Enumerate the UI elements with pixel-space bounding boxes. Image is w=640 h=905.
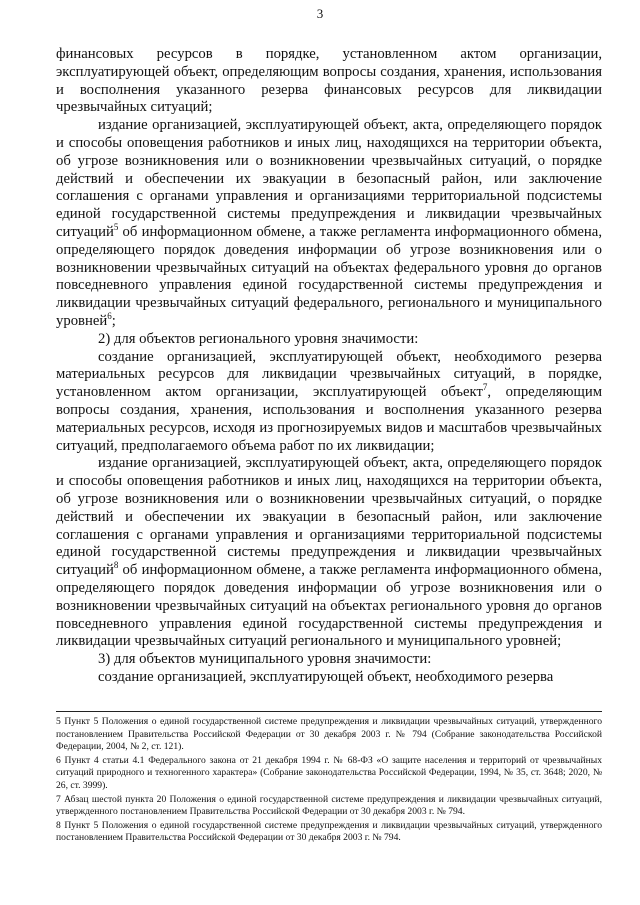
paragraph-text: создание организацией, эксплуатирующей объект, необходимого резерва материальных ресурсов для ликвидации чрезвычайных ситуаций, в порядке, установленном актом организации, эксплуатирующей объект: [56, 348, 602, 401]
paragraph: [56, 669, 602, 687]
paragraph-text: об информационном обмене, а также регламента информационного обмена, определяющего порядок доведения информации об угрозе возникновения или о возникновении чрезвычайных ситуаций на объектах федерального уровня до органов повседневного управления единой государственной системы предупреждения и ликвидации чрезвычайных ситуаций федерального, регионального и муниципального уровней: [56, 223, 602, 329]
footnote-divider: [56, 711, 602, 712]
footnote-ref[interactable]: 6: [107, 311, 112, 322]
paragraph-text: 2) для объектов регионального уровня значимости:: [98, 330, 419, 347]
paragraph-text: создание организацией, эксплуатирующей объект, необходимого резерва: [98, 668, 554, 685]
paragraph: [56, 349, 602, 456]
paragraph: [56, 651, 602, 669]
footnote-ref[interactable]: 5: [113, 222, 119, 233]
paragraph: [56, 331, 602, 349]
paragraph-text: об информационном обмене, а также регламента информационного обмена, определяющего порядок доведения информации об угрозе возникновения или о возникновении чрезвычайных ситуаций на объектах регионального уровня до органов повседневного управления единой государственной системы предупреждения и ликвидации чрезвычайных ситуаций регионального и муниципального уровней;: [56, 562, 602, 650]
paragraph: [56, 46, 602, 117]
paragraph: [56, 117, 602, 331]
paragraph-text: 3) для объектов муниципального уровня значимости:: [98, 651, 432, 668]
body-text: [56, 46, 602, 687]
footnote: 7 Абзац шестой пункта 20 Положения о единой государственной системе предупреждения и ликвидации чрезвычайных ситуаций, утвержденного постановлением Правительства Российской Федерации от 30 декабря 2003 г. № 794.: [56, 793, 602, 818]
paragraph-text: издание организацией, эксплуатирующей объект, акта, определяющего порядок и способы оповещения работников и иных лиц, находящихся на территории объекта, об угрозе возникновения или о возникновении чрезвычайных ситуаций, о порядке действий и обеспечении их эвакуации в безопасный район, или заключение соглашения с органами управления и организациями территориальной подсистемы единой государственной системы предупреждения и ликвидации чрезвычайных ситуаций: [56, 455, 602, 579]
footnote-ref[interactable]: 8: [113, 560, 119, 571]
footnote: 6 Пункт 4 статьи 4.1 Федерального закона от 21 декабря 1994 г. № 68-ФЗ «О защите населения и территорий от чрезвычайных ситуаций природного и техногенного характера» (Собрание законодательства Российской Федерации, 1994, № 35, ст. 3648; 2020, № 26, ст. 3999).: [56, 754, 602, 791]
paragraph-text: , определяющим вопросы создания, хранения, использования и восполнения указанного резерва материальных ресурсов, исходя из прогнозируемых видов и масштабов чрезвычайных ситуаций, предполагаемого объема работ по их ликвидации;: [56, 384, 602, 454]
footnotes: [56, 716, 602, 846]
paragraph-text: издание организацией, эксплуатирующей объект, акта, определяющего порядок и способы оповещения работников и иных лиц, находящихся на территории объекта, об угрозе возникновения или о возникновении чрезвычайных ситуаций, о порядке действий и обеспечении их эвакуации в безопасный район, или заключение соглашения с органами управления и организациями территориальной подсистемы единой государственной системы предупреждения и ликвидации чрезвычайных ситуаций: [56, 117, 602, 240]
footnote: 5 Пункт 5 Положения о единой государственной системе предупреждения и ликвидации чрезвычайных ситуаций, утвержденного постановлением Правительства Российской Федерации от 30 декабря 2003 г. № 794 (Собрание законодательства Российской Федерации, 2004, № 2, ст. 121).: [56, 716, 602, 753]
footnote: 8 Пункт 5 Положения о единой государственной системе предупреждения и ликвидации чрезвычайных ситуаций, утвержденного постановлением Правительства Российской Федерации от 30 декабря 2003 г. № 794.: [56, 819, 602, 844]
paragraph: [56, 455, 602, 651]
page-number: 3: [316, 6, 324, 21]
paragraph-text: финансовых ресурсов в порядке, установленном актом организации, эксплуатирующей объект, определяющим вопросы создания, хранения, использования и восполнения указанного резерва финансовых ресурсов для ликвидации чрезвычайных ситуаций;: [56, 46, 602, 116]
paragraph-text: ;: [111, 312, 116, 329]
footnote-ref[interactable]: 7: [482, 382, 488, 393]
